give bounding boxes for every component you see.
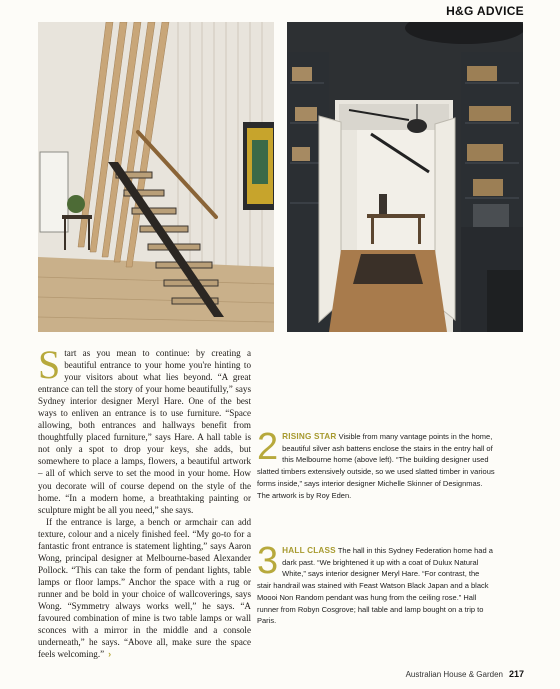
article-paragraph-2-text: If the entrance is large, a bench or armchair can add texture, colour and a nicely finished feel. “My go-to for a fantastic front entrance is statement lighting,” says Aaron Wong, principal designer at Melbourne-based Alexander Pollock. “This can take the form of pendant lights, table lamps or floor lamps.” Anchor the space with a rug or runner and be bold in your choice of wallcoverings, says Wong. “Symmetry always works well,” he says. “A favoured combination of mine is two table lamps or wall sconces with a mirror in the middle and a console underneath,” he says. “Above all, make sure the space feels welcoming.” — [38, 516, 251, 660]
drop-cap: S — [38, 342, 61, 387]
caption-number: 2 — [257, 426, 279, 468]
publication-name: Australian House & Garden — [405, 670, 503, 679]
article-paragraph-1 — [38, 342, 251, 516]
hallway-photo — [287, 22, 523, 332]
article-paragraph-2 — [38, 516, 251, 661]
staircase-photo — [38, 22, 274, 332]
caption-number: 3 — [257, 540, 279, 582]
page-number: 217 — [508, 669, 524, 679]
caption-text: The hall in this Sydney Federation home had a dark past. “We brightened it up with a coat of Dulux Natural White,” says interior designer Meryl Hare. “For contrast, the stair handrail was stained with Feast Watson Black Japan and a black Moooi Non Random pendant was hung from the ceiling rose.” Hall runner from Robyn Cosgrove; hall table and lamp bought on a trip to Paris. — [257, 546, 493, 626]
continue-arrow-icon: › — [108, 649, 112, 660]
caption-heading: RISING STAR — [282, 432, 337, 441]
caption-rising-star — [257, 426, 495, 501]
page-footer — [406, 669, 524, 679]
article-paragraph-1-text: tart as you mean to continue: by creating a beautiful entrance to your home you're hinting to your visitors about what lies beyond. “A great entrance can tell the story of your home beautifully,” says Sydney interior designer Meryl Hare. One of the best ways to enliven an entrance is to use furniture. “Space allowing, both entrances and hallways benefit from thoughtfully placed furniture,” says Hare. A hall table is not only a spot to drop your keys, she adds, but somewhere to place a lamps, flowers, a beautiful artwork – all of which serve to set the mood in your home. How you decorate will of course depend on the style of the home. “In a modern home, a breathtaking painting or sculpture might be all you need,” she says. — [38, 348, 251, 515]
section-tag: H&G ADVICE — [446, 4, 524, 18]
caption-heading: HALL CLASS — [282, 546, 336, 555]
article-body — [38, 342, 251, 660]
caption-hall-class — [257, 540, 495, 627]
caption-text: Visible from many vantage points in the home, beautiful silver ash battens enclose the stairs in the entry hall of this Melbourne home (above left). “The building designer used slatted timbers extensively outside, so we used slatted timber in various forms inside,” says interior designer Michelle Skinner of Designmas. The artwork is by Roy Eden. — [257, 432, 495, 500]
